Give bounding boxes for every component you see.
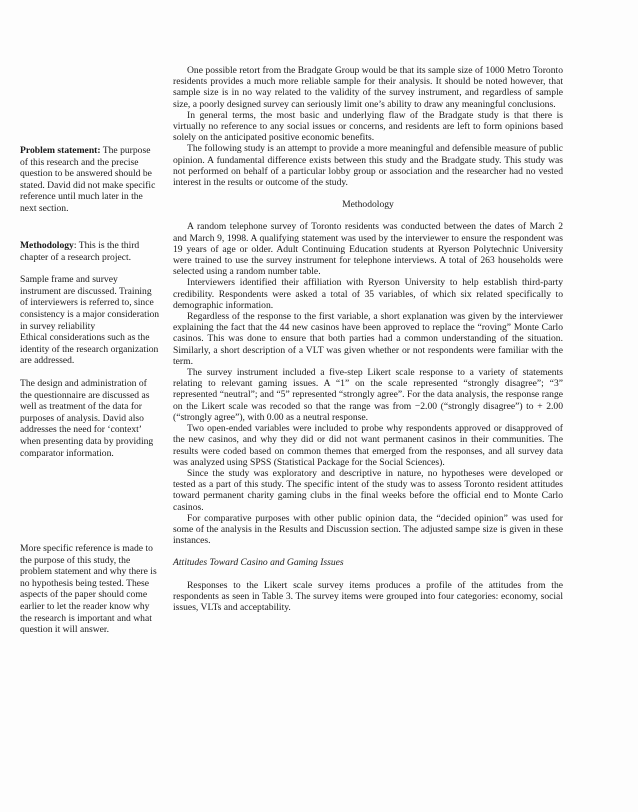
margin-note-sample-frame: Sample frame and survey instrument are discussed. Training of interviewers is referred to, since consistency is a major consideration in survey reliability bbox=[20, 274, 160, 332]
note-text-problem-statement: The purpose of this research and the precise question to be answered should be stated. David did not make specific reference until much later in the next section. bbox=[20, 145, 156, 214]
paragraph: For comparative purposes with other public opinion data, the “decided opinion” was used for some of the analysis in the Results and Discussion section. The adjusted sampe size is given in these instances. bbox=[173, 512, 563, 547]
note-text-methodology: : This is the third chapter of a research project. bbox=[20, 240, 140, 263]
subsection-heading: Attitudes Toward Casino and Gaming Issues bbox=[173, 557, 344, 569]
paragraph: Interviewers identified their affiliation with Ryerson University to help establish third-party credibility. Respondents were asked a total of 35 variables, of which six related specifically to demographic information. bbox=[173, 277, 563, 311]
margin-note-methodology bbox=[20, 240, 160, 459]
margin-note-purpose bbox=[20, 543, 160, 636]
note-label-problem-statement: Problem statement: bbox=[20, 145, 101, 156]
margin-note-purpose-text: More specific reference is made to the purpose of this study, the problem statement and why there is no hypothesis being tested. These aspects of the paper should come earlier to let the reader know why the research is important and what question it will answer. bbox=[20, 543, 157, 636]
margin-note-ethics: Ethical considerations such as the identity of the research organization are addressed. bbox=[20, 332, 159, 367]
paragraph: A random telephone survey of Toronto residents was conducted between the dates of March 2 and March 9, 1998. A qualifying statement was used by the interviewer to ensure the respondent was 19 years of age or older. Adult Continuing Education students at Ryerson Polytechnic University were trained to use the survey instrument for telephone interviews. A total of 263 households were selected using a random number table. bbox=[173, 221, 563, 278]
main-text bbox=[173, 65, 563, 613]
margin-note-problem-statement bbox=[20, 145, 160, 215]
paragraph: One possible retort from the Bradgate Group would be that its sample size of 1000 Metro Toronto residents provides a much more reliable sample for their analysis. It should be noted however, that sample size is in no way related to the validity of the survey instrument, and regardless of sample size, a poorly designed survey can seriously limit one’s ability to draw any meaningful conclusions. bbox=[173, 65, 563, 110]
paragraph: Responses to the Likert scale survey items produces a profile of the attitudes from the respondents as seen in Table 3. The survey items were grouped into four categories: economy, social issues, VLTs and acceptability. bbox=[173, 579, 563, 613]
margin-note-questionnaire: The design and administration of the questionnaire are discussed as well as treatment of the data for purposes of analysis. David also addresses the need for ‘context’ when presenting data by providing comparator information. bbox=[20, 377, 154, 459]
paragraph: Regardless of the response to the first variable, a short explanation was given by the interviewer explaining the fact that the 44 new casinos have been approved to replace the “roving” Monte Carlo casinos. This was done to ensure that both parties had a common understanding of the situation. Similarly, a short description of a VLT was given whether or not respondents were familiar with the term. bbox=[173, 311, 563, 367]
paragraph: The survey instrument included a five-step Likert scale response to a variety of statements relating to relevant gaming issues. A “1” on the scale represented “strongly disagree”; “3” represented “neutral”; and “5” represented “strongly agree”. For the data analysis, the response range on the Likert scale was recoded so that the range was from −2.00 (“strongly disagree”) to + 2.00 (“strongly agree”), with 0.00 as a neutral response. bbox=[173, 367, 563, 423]
note-label-methodology: Methodology bbox=[20, 240, 74, 251]
paragraph: Two open-ended variables were included to probe why respondents approved or disapproved of the new casinos, and why they did or did not want permanent casinos in their communities. The results were coded based on common themes that emerged from the responses, and all survey data was analyzed using SPSS (Statistical Package for the Social Sciences). bbox=[173, 423, 563, 468]
paragraph: In general terms, the most basic and underlying flaw of the Bradgate study is that there is virtually no reference to any social issues or concerns, and residents are left to form opinions based solely on the anticipated positive economic benefits. bbox=[173, 109, 563, 144]
paragraph: Since the study was exploratory and descriptive in nature, no hypotheses were developed or tested as a part of this study. The specific intent of the study was to assess Toronto resident attitudes toward permanent charity gaming clubs in the final weeks before the official end to Monte Carlo casinos. bbox=[173, 467, 563, 513]
section-heading: Methodology bbox=[342, 199, 394, 211]
paragraph: The following study is an attempt to provide a more meaningful and defensible measure of public opinion. A fundamental difference exists between this study and the Bradgate study. This study was not performed on behalf of a particular lobby group or association and the researcher had no vested interest in the results or outcome of the study. bbox=[173, 143, 563, 189]
